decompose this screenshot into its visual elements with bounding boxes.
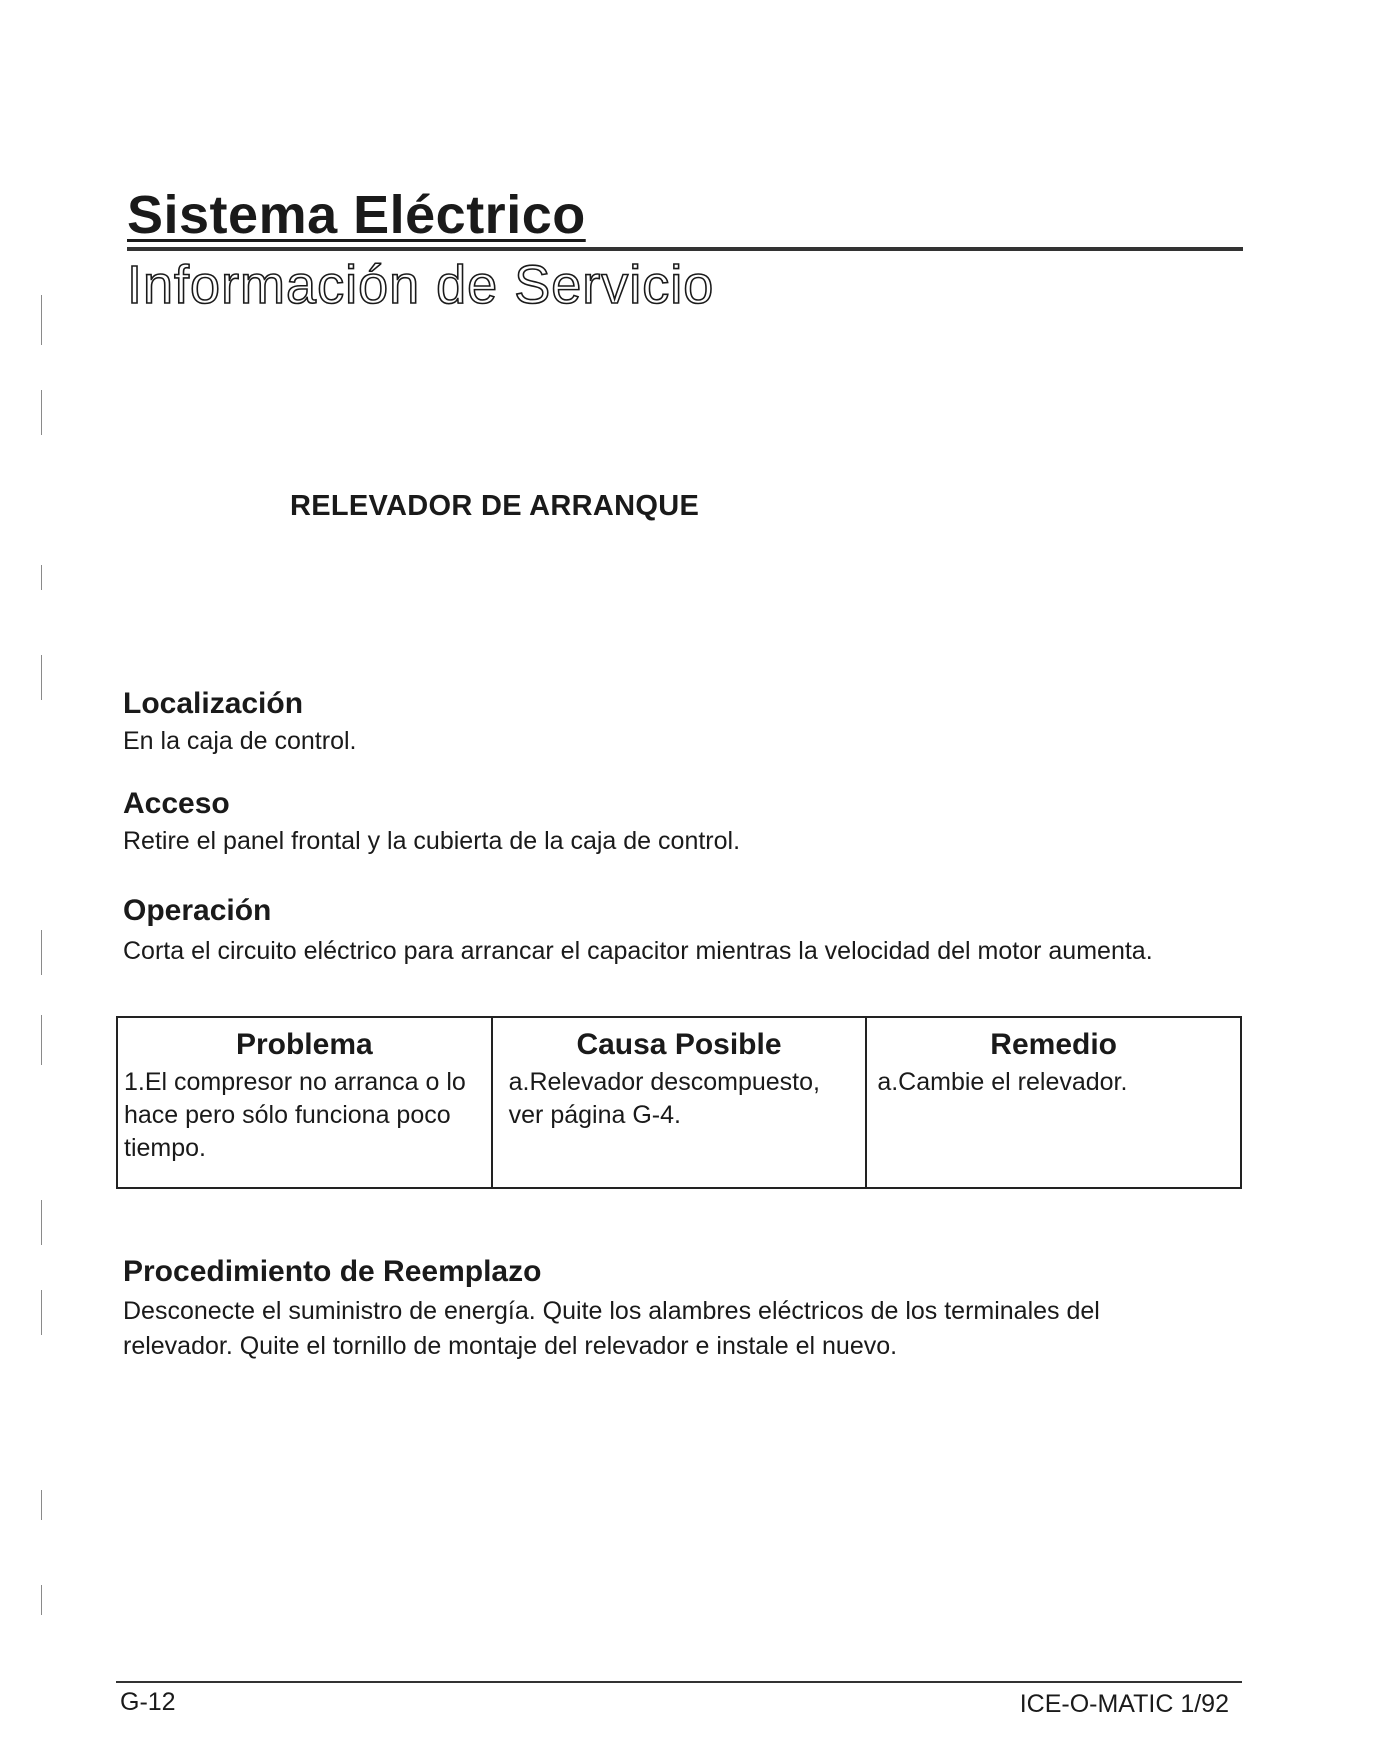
replacement-heading: Procedimiento de Reemplazo (123, 1255, 542, 1288)
page-subtitle: Información de Servicio (127, 255, 715, 315)
operation-body: Corta el circuito eléctrico para arrancar el capacitor mientras la velocidad del motor aumenta. (123, 937, 1153, 965)
access-heading: Acceso (123, 787, 230, 820)
table-row (117, 1066, 1241, 1188)
replacement-body: Desconecte el suministro de energía. Quite los alambres eléctricos de los terminales del relevador. Quite el tornillo de montaje del relevador e instale el nuevo. (123, 1297, 1100, 1360)
page-number: G-12 (120, 1688, 176, 1716)
table-header-row (117, 1017, 1241, 1066)
cause-cell: a.Relevador descompuesto, ver página G-4. (492, 1066, 867, 1188)
cause-column-header: Causa Posible (492, 1017, 867, 1066)
remedy-cell: a.Cambie el relevador. (866, 1066, 1241, 1188)
location-body: En la caja de control. (123, 727, 357, 755)
operation-heading: Operación (123, 894, 272, 927)
troubleshooting-table (116, 1016, 1242, 1189)
title-rule (127, 247, 1243, 251)
publisher-footer: ICE-O-MATIC 1/92 (1019, 1690, 1229, 1718)
location-heading: Localización (123, 687, 304, 720)
footer-rule (116, 1681, 1242, 1683)
page-title: Sistema Eléctrico (127, 185, 586, 245)
remedy-column-header: Remedio (866, 1017, 1241, 1066)
part-heading: RELEVADOR DE ARRANQUE (290, 490, 700, 522)
access-body: Retire el panel frontal y la cubierta de la caja de control. (123, 827, 741, 855)
problem-column-header: Problema (117, 1017, 492, 1066)
problem-cell: 1.El compresor no arranca o lo hace pero sólo funciona poco tiempo. (117, 1066, 492, 1188)
